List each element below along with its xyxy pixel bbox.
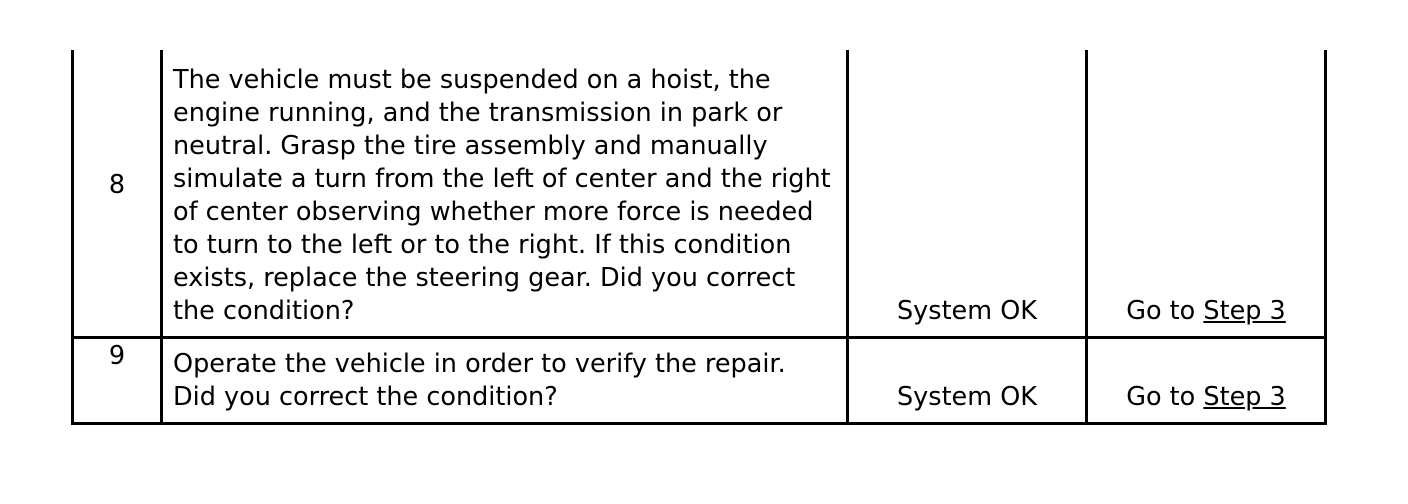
action-cell: Operate the vehicle in order to verify the repair. Did you correct the condition? <box>162 338 848 424</box>
yes-result-cell: System OK <box>848 338 1087 424</box>
go-to-text: Go to <box>1126 382 1204 412</box>
diagnostic-table <box>71 50 1327 425</box>
no-result-cell <box>1087 50 1326 338</box>
step-number-cell <box>73 50 162 338</box>
step-link[interactable]: Step 3 <box>1203 296 1286 326</box>
step-link[interactable]: Step 3 <box>1203 382 1286 412</box>
yes-result-cell: System OK <box>848 50 1087 338</box>
action-cell: The vehicle must be suspended on a hoist, the engine running, and the transmission in park or neutral. Grasp the tire assembly and manually simulate a turn from the left of center and the right of center observing whether more force is needed to turn to the left or to the right. If this condition exists, replace the steering gear. Did you correct the condition? <box>162 50 848 338</box>
step-number-cell <box>73 338 162 424</box>
go-to-text: Go to <box>1126 296 1204 326</box>
step-number: 8 <box>108 169 126 200</box>
table-row <box>73 338 1326 424</box>
step-number: 9 <box>108 341 126 371</box>
no-result-cell <box>1087 338 1326 424</box>
table-row <box>73 50 1326 338</box>
